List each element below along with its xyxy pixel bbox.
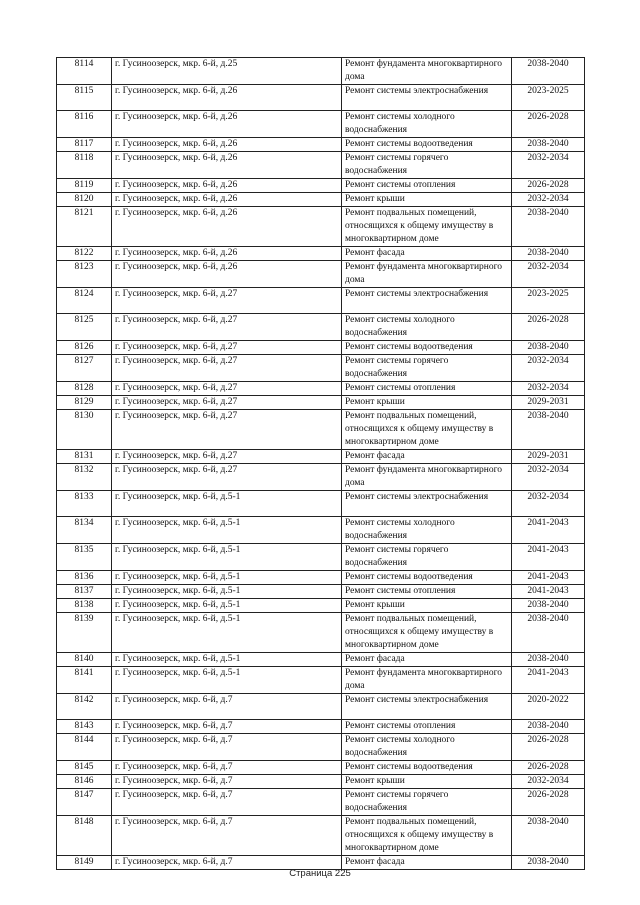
table-row <box>57 789 585 816</box>
address-cell: г. Гусиноозерск, мкр. 6-й, д.7 <box>112 694 342 720</box>
period-cell: 2038-2040 <box>512 247 585 261</box>
address-cell: г. Гусиноозерск, мкр. 6-й, д.26 <box>112 193 342 207</box>
address-cell: г. Гусиноозерск, мкр. 6-й, д.7 <box>112 775 342 789</box>
address-cell: г. Гусиноозерск, мкр. 6-й, д.26 <box>112 152 342 179</box>
row-number-cell: 8128 <box>57 382 112 396</box>
repair-schedule-table <box>56 57 585 870</box>
work-type-cell: Ремонт крыши <box>342 193 512 207</box>
work-type-cell: Ремонт системы отопления <box>342 720 512 734</box>
address-cell: г. Гусиноозерск, мкр. 6-й, д.5-1 <box>112 653 342 667</box>
work-type-cell: Ремонт системы водоотведения <box>342 341 512 355</box>
address-cell: г. Гусиноозерск, мкр. 6-й, д.27 <box>112 314 342 341</box>
row-number-cell: 8126 <box>57 341 112 355</box>
work-type-cell: Ремонт системы водоотведения <box>342 571 512 585</box>
row-number-cell: 8144 <box>57 734 112 761</box>
address-cell: г. Гусиноозерск, мкр. 6-й, д.26 <box>112 261 342 288</box>
period-cell: 2038-2040 <box>512 613 585 653</box>
row-number-cell: 8135 <box>57 544 112 571</box>
work-type-cell: Ремонт системы холодного водоснабжения <box>342 517 512 544</box>
period-cell: 2026-2028 <box>512 111 585 138</box>
period-cell: 2038-2040 <box>512 58 585 85</box>
table-row <box>57 207 585 247</box>
row-number-cell: 8134 <box>57 517 112 544</box>
table-row <box>57 694 585 720</box>
period-cell: 2023-2025 <box>512 85 585 111</box>
row-number-cell: 8138 <box>57 599 112 613</box>
row-number-cell: 8127 <box>57 355 112 382</box>
address-cell: г. Гусиноозерск, мкр. 6-й, д.27 <box>112 410 342 450</box>
period-cell: 2038-2040 <box>512 653 585 667</box>
row-number-cell: 8133 <box>57 491 112 517</box>
address-cell: г. Гусиноозерск, мкр. 6-й, д.7 <box>112 734 342 761</box>
row-number-cell: 8119 <box>57 179 112 193</box>
period-cell: 2026-2028 <box>512 314 585 341</box>
address-cell: г. Гусиноозерск, мкр. 6-й, д.7 <box>112 761 342 775</box>
period-cell: 2038-2040 <box>512 599 585 613</box>
period-cell: 2038-2040 <box>512 341 585 355</box>
row-number-cell: 8130 <box>57 410 112 450</box>
work-type-cell: Ремонт системы отопления <box>342 179 512 193</box>
table-row <box>57 85 585 111</box>
address-cell: г. Гусиноозерск, мкр. 6-й, д.27 <box>112 382 342 396</box>
table-row <box>57 653 585 667</box>
row-number-cell: 8116 <box>57 111 112 138</box>
address-cell: г. Гусиноозерск, мкр. 6-й, д.27 <box>112 396 342 410</box>
row-number-cell: 8124 <box>57 288 112 314</box>
work-type-cell: Ремонт системы электроснабжения <box>342 85 512 111</box>
table-row <box>57 720 585 734</box>
period-cell: 2032-2034 <box>512 491 585 517</box>
work-type-cell: Ремонт фасада <box>342 450 512 464</box>
table-row <box>57 193 585 207</box>
work-type-cell: Ремонт системы горячего водоснабжения <box>342 544 512 571</box>
address-cell: г. Гусиноозерск, мкр. 6-й, д.26 <box>112 85 342 111</box>
address-cell: г. Гусиноозерск, мкр. 6-й, д.7 <box>112 720 342 734</box>
period-cell: 2041-2043 <box>512 517 585 544</box>
table-row <box>57 585 585 599</box>
work-type-cell: Ремонт системы электроснабжения <box>342 491 512 517</box>
table-row <box>57 247 585 261</box>
address-cell: г. Гусиноозерск, мкр. 6-й, д.5-1 <box>112 585 342 599</box>
period-cell: 2032-2034 <box>512 152 585 179</box>
row-number-cell: 8141 <box>57 667 112 694</box>
table-row <box>57 491 585 517</box>
work-type-cell: Ремонт фундамента многоквартирного дома <box>342 261 512 288</box>
table-row <box>57 571 585 585</box>
work-type-cell: Ремонт системы горячего водоснабжения <box>342 152 512 179</box>
period-cell: 2026-2028 <box>512 761 585 775</box>
period-cell: 2041-2043 <box>512 585 585 599</box>
period-cell: 2038-2040 <box>512 720 585 734</box>
table-row <box>57 396 585 410</box>
row-number-cell: 8125 <box>57 314 112 341</box>
row-number-cell: 8123 <box>57 261 112 288</box>
period-cell: 2041-2043 <box>512 544 585 571</box>
address-cell: г. Гусиноозерск, мкр. 6-й, д.5-1 <box>112 599 342 613</box>
row-number-cell: 8121 <box>57 207 112 247</box>
table-row <box>57 667 585 694</box>
period-cell: 2038-2040 <box>512 207 585 247</box>
row-number-cell: 8137 <box>57 585 112 599</box>
period-cell: 2020-2022 <box>512 694 585 720</box>
work-type-cell: Ремонт фасада <box>342 653 512 667</box>
row-number-cell: 8129 <box>57 396 112 410</box>
row-number-cell: 8115 <box>57 85 112 111</box>
work-type-cell: Ремонт системы отопления <box>342 382 512 396</box>
work-type-cell: Ремонт системы электроснабжения <box>342 694 512 720</box>
period-cell: 2032-2034 <box>512 464 585 491</box>
address-cell: г. Гусиноозерск, мкр. 6-й, д.27 <box>112 464 342 491</box>
table-row <box>57 179 585 193</box>
row-number-cell: 8147 <box>57 789 112 816</box>
table-row <box>57 382 585 396</box>
table-body <box>57 58 585 870</box>
period-cell: 2041-2043 <box>512 667 585 694</box>
row-number-cell: 8148 <box>57 816 112 856</box>
table-row <box>57 152 585 179</box>
table-row <box>57 261 585 288</box>
work-type-cell: Ремонт фундамента многоквартирного дома <box>342 667 512 694</box>
table-row <box>57 355 585 382</box>
work-type-cell: Ремонт системы электроснабжения <box>342 288 512 314</box>
row-number-cell: 8146 <box>57 775 112 789</box>
table-row <box>57 775 585 789</box>
table-row <box>57 613 585 653</box>
period-cell: 2023-2025 <box>512 288 585 314</box>
address-cell: г. Гусиноозерск, мкр. 6-й, д.5-1 <box>112 667 342 694</box>
table-row <box>57 734 585 761</box>
table-row <box>57 761 585 775</box>
row-number-cell: 8117 <box>57 138 112 152</box>
work-type-cell: Ремонт крыши <box>342 599 512 613</box>
address-cell: г. Гусиноозерск, мкр. 6-й, д.25 <box>112 58 342 85</box>
row-number-cell: 8140 <box>57 653 112 667</box>
table-row <box>57 816 585 856</box>
work-type-cell: Ремонт фундамента многоквартирного дома <box>342 464 512 491</box>
address-cell: г. Гусиноозерск, мкр. 6-й, д.27 <box>112 341 342 355</box>
address-cell: г. Гусиноозерск, мкр. 6-й, д.5-1 <box>112 571 342 585</box>
row-number-cell: 8131 <box>57 450 112 464</box>
work-type-cell: Ремонт подвальных помещений, относящихся к общему имуществу в многоквартирном доме <box>342 613 512 653</box>
period-cell: 2038-2040 <box>512 816 585 856</box>
work-type-cell: Ремонт подвальных помещений, относящихся к общему имуществу в многоквартирном доме <box>342 816 512 856</box>
table-row <box>57 111 585 138</box>
period-cell: 2026-2028 <box>512 734 585 761</box>
row-number-cell: 8145 <box>57 761 112 775</box>
row-number-cell: 8114 <box>57 58 112 85</box>
work-type-cell: Ремонт подвальных помещений, относящихся к общему имуществу в многоквартирном доме <box>342 410 512 450</box>
work-type-cell: Ремонт фасада <box>342 856 512 870</box>
period-cell: 2026-2028 <box>512 789 585 816</box>
row-number-cell: 8136 <box>57 571 112 585</box>
period-cell: 2029-2031 <box>512 450 585 464</box>
table-row <box>57 341 585 355</box>
period-cell: 2032-2034 <box>512 355 585 382</box>
row-number-cell: 8139 <box>57 613 112 653</box>
row-number-cell: 8122 <box>57 247 112 261</box>
table-row <box>57 450 585 464</box>
address-cell: г. Гусиноозерск, мкр. 6-й, д.27 <box>112 288 342 314</box>
period-cell: 2038-2040 <box>512 410 585 450</box>
period-cell: 2032-2034 <box>512 382 585 396</box>
work-type-cell: Ремонт системы холодного водоснабжения <box>342 734 512 761</box>
address-cell: г. Гусиноозерск, мкр. 6-й, д.26 <box>112 247 342 261</box>
table-row <box>57 58 585 85</box>
table-row <box>57 314 585 341</box>
address-cell: г. Гусиноозерск, мкр. 6-й, д.26 <box>112 179 342 193</box>
address-cell: г. Гусиноозерск, мкр. 6-й, д.5-1 <box>112 517 342 544</box>
page-number: Страница 225 <box>289 868 351 879</box>
work-type-cell: Ремонт системы горячего водоснабжения <box>342 789 512 816</box>
address-cell: г. Гусиноозерск, мкр. 6-й, д.27 <box>112 450 342 464</box>
period-cell: 2032-2034 <box>512 261 585 288</box>
period-cell: 2041-2043 <box>512 571 585 585</box>
work-type-cell: Ремонт фундамента многоквартирного дома <box>342 58 512 85</box>
work-type-cell: Ремонт системы холодного водоснабжения <box>342 111 512 138</box>
work-type-cell: Ремонт системы холодного водоснабжения <box>342 314 512 341</box>
work-type-cell: Ремонт подвальных помещений, относящихся к общему имуществу в многоквартирном доме <box>342 207 512 247</box>
period-cell: 2032-2034 <box>512 775 585 789</box>
address-cell: г. Гусиноозерск, мкр. 6-й, д.5-1 <box>112 491 342 517</box>
period-cell: 2026-2028 <box>512 179 585 193</box>
work-type-cell: Ремонт крыши <box>342 396 512 410</box>
address-cell: г. Гусиноозерск, мкр. 6-й, д.5-1 <box>112 613 342 653</box>
address-cell: г. Гусиноозерск, мкр. 6-й, д.7 <box>112 816 342 856</box>
address-cell: г. Гусиноозерск, мкр. 6-й, д.7 <box>112 856 342 870</box>
row-number-cell: 8143 <box>57 720 112 734</box>
table-row <box>57 138 585 152</box>
table-row <box>57 288 585 314</box>
work-type-cell: Ремонт системы водоотведения <box>342 761 512 775</box>
address-cell: г. Гусиноозерск, мкр. 6-й, д.26 <box>112 111 342 138</box>
work-type-cell: Ремонт системы водоотведения <box>342 138 512 152</box>
work-type-cell: Ремонт системы отопления <box>342 585 512 599</box>
period-cell: 2032-2034 <box>512 193 585 207</box>
row-number-cell: 8118 <box>57 152 112 179</box>
table-row <box>57 599 585 613</box>
row-number-cell: 8149 <box>57 856 112 870</box>
row-number-cell: 8132 <box>57 464 112 491</box>
period-cell: 2038-2040 <box>512 856 585 870</box>
row-number-cell: 8142 <box>57 694 112 720</box>
address-cell: г. Гусиноозерск, мкр. 6-й, д.27 <box>112 355 342 382</box>
address-cell: г. Гусиноозерск, мкр. 6-й, д.26 <box>112 207 342 247</box>
work-type-cell: Ремонт крыши <box>342 775 512 789</box>
address-cell: г. Гусиноозерск, мкр. 6-й, д.7 <box>112 789 342 816</box>
table-row <box>57 464 585 491</box>
address-cell: г. Гусиноозерск, мкр. 6-й, д.26 <box>112 138 342 152</box>
address-cell: г. Гусиноозерск, мкр. 6-й, д.5-1 <box>112 544 342 571</box>
table-row <box>57 544 585 571</box>
work-type-cell: Ремонт фасада <box>342 247 512 261</box>
table-row <box>57 517 585 544</box>
work-type-cell: Ремонт системы горячего водоснабжения <box>342 355 512 382</box>
period-cell: 2038-2040 <box>512 138 585 152</box>
table-row <box>57 410 585 450</box>
row-number-cell: 8120 <box>57 193 112 207</box>
period-cell: 2029-2031 <box>512 396 585 410</box>
